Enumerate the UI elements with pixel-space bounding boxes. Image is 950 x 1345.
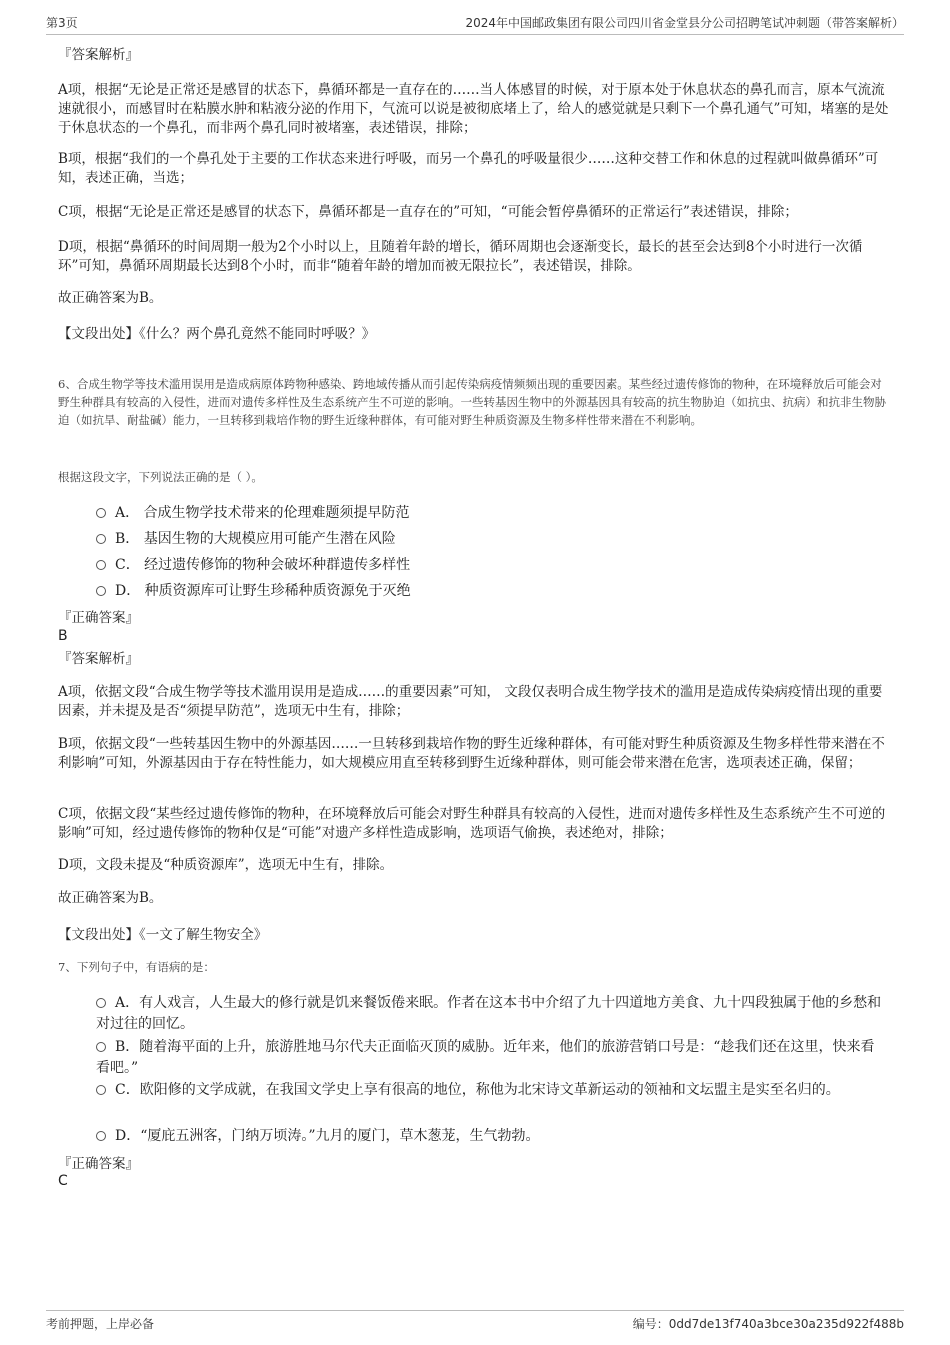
q6-analysis-d: D项，文段未提及“种质资源库”，选项无中生有，排除。 (58, 857, 394, 873)
page-footer (46, 1310, 904, 1333)
q6-conclusion: 故正确答案为B。 (58, 890, 163, 906)
q6-analysis-a: A项，依据文段“合成生物学等技术滥用误用是造成……的重要因素”可知， 文段仅表明合成生物学技术的滥用是造成传染病疫情出现的重要因素，并未提及是否“须提早防范”，选项无中生有，排除； (58, 684, 883, 719)
question-7-text: 7、下列句子中，有语病的是： (58, 960, 215, 974)
analysis-option-a: A项，根据“无论是正常还是感冒的状态下，鼻循环都是一直存在的……当人体感冒的时候，对于原本处于休息状态的鼻孔而言，原本气流流速就很小，而感冒时在粘膜水肿和粘液分泌的作用下，气流可以说是被彻底堵上了，给人的感觉就是只剩下一个鼻孔通气”可知，堵塞的是处于休息状态的一个鼻孔，而非两个鼻孔同时被堵塞，表述错误，排除； (58, 82, 889, 136)
q6-answer: B (58, 628, 68, 644)
radio-button[interactable] (96, 586, 106, 596)
q7-option-d[interactable]: D．“厦庇五洲客，门纳万顷涛。”九月的厦门，草木葱茏，生气勃勃。 (96, 1126, 886, 1147)
document-id: 编号：0dd7de13f740a3bce30a235d922f488b (632, 1317, 904, 1331)
radio-button[interactable] (96, 1131, 106, 1141)
question-6-prompt: 根据这段文字，下列说法正确的是（ ）。 (58, 470, 263, 484)
source-citation: 【文段出处】《什么？两个鼻孔竟然不能同时呼吸？》 (58, 326, 376, 342)
question-6-text: 6、合成生物学等技术滥用误用是造成病原体跨物种感染、跨地域传播从而引起传染病疫情频频出现的重要因素。某些经过遗传修饰的物种，在环境释放后可能会对野生种群具有较高的入侵性，进而对遗传多样性及生态系统产生不可逆的影响。一些转基因生物中的外源基因具有较高的抗生物胁迫（如抗虫、抗病）和抗非生物胁迫（如抗旱、耐盐碱）能力，一旦转移到栽培作物的野生近缘种群体，有可能对野生种质资源及生物多样性带来潜在不利影响。 (58, 377, 886, 427)
q6-analysis-b: B项，依据文段“一些转基因生物中的外源基因……一旦转移到栽培作物的野生近缘种群体，有可能对野生种质资源及生物多样性带来潜在不利影响”可知，外源基因由于存在特性能力，如大规模应用直至转移到野生近缘种群体，则可能会带来潜在危害，选项表述正确，保留； (58, 736, 885, 771)
radio-button[interactable] (96, 1085, 106, 1095)
radio-button[interactable] (96, 1042, 106, 1052)
q6-option-a[interactable]: A． 合成生物学技术带来的伦理难题须提早防范 (96, 503, 410, 523)
document-title: 2024年中国邮政集团有限公司四川省金堂县分公司招聘笔试冲刺题（带答案解析） (465, 16, 904, 30)
q6-option-b[interactable]: B． 基因生物的大规模应用可能产生潜在风险 (96, 529, 396, 549)
page-header (46, 14, 904, 35)
q6-answer-heading: 『正确答案』 (58, 610, 139, 626)
footer-slogan: 考前押题，上岸必备 (46, 1317, 155, 1331)
q7-option-c[interactable]: C．欧阳修的文学成就，在我国文学史上享有很高的地位，称他为北宋诗文革新运动的领袖和文坛盟主是实至名归的。 (96, 1080, 886, 1101)
q6-analysis-heading: 『答案解析』 (58, 651, 139, 667)
page-number: 第3页 (46, 16, 78, 30)
analysis-heading: 『答案解析』 (58, 47, 139, 63)
q6-option-d[interactable]: D． 种质资源库可让野生珍稀种质资源免于灭绝 (96, 581, 411, 601)
q7-answer: C (58, 1173, 68, 1189)
radio-button[interactable] (96, 998, 106, 1008)
analysis-conclusion: 故正确答案为B。 (58, 290, 163, 306)
q6-source-citation: 【文段出处】《一文了解生物安全》 (58, 927, 268, 943)
analysis-option-c: C项，根据“无论是正常还是感冒的状态下，鼻循环都是一直存在的”可知，“可能会暂停鼻循环的正常运行”表述错误，排除； (58, 204, 798, 220)
analysis-option-b: B项，根据“我们的一个鼻孔处于主要的工作状态来进行呼吸，而另一个鼻孔的呼吸量很少……这种交替工作和休息的过程就叫做鼻循环”可知，表述正确，当选； (58, 151, 879, 186)
radio-button[interactable] (96, 560, 106, 570)
q6-option-c[interactable]: C． 经过遗传修饰的物种会破坏种群遗传多样性 (96, 555, 410, 575)
q7-option-b[interactable]: B．随着海平面的上升，旅游胜地马尔代夫正面临灭顶的威胁。近年来，他们的旅游营销口号是：“趁我们还在这里，快来看看吧。” (96, 1039, 875, 1076)
radio-button[interactable] (96, 508, 106, 518)
q7-option-a[interactable]: A．有人戏言，人生最大的修行就是饥来餐饭倦来眠。作者在这本书中介绍了九十四道地方美食、九十四段独属于他的乡愁和对过往的回忆。 (96, 995, 882, 1032)
radio-button[interactable] (96, 534, 106, 544)
q7-answer-heading: 『正确答案』 (58, 1156, 139, 1172)
q6-analysis-c: C项，依据文段“某些经过遗传修饰的物种，在环境释放后可能会对野生种群具有较高的入侵性，进而对遗传多样性及生态系统产生不可逆的影响”可知，经过遗传修饰的物种仅是“可能”对遗产多样性造成影响，选项语气偷换，表述绝对，排除； (58, 806, 886, 841)
analysis-option-d: D项，根据“鼻循环的时间周期一般为2个小时以上，且随着年龄的增长，循环周期也会逐渐变长，最长的甚至会达到8个小时进行一次循环”可知，鼻循环周期最长达到8个小时，而非“随着年龄的增加而被无限拉长”，表述错误，排除。 (58, 239, 863, 274)
